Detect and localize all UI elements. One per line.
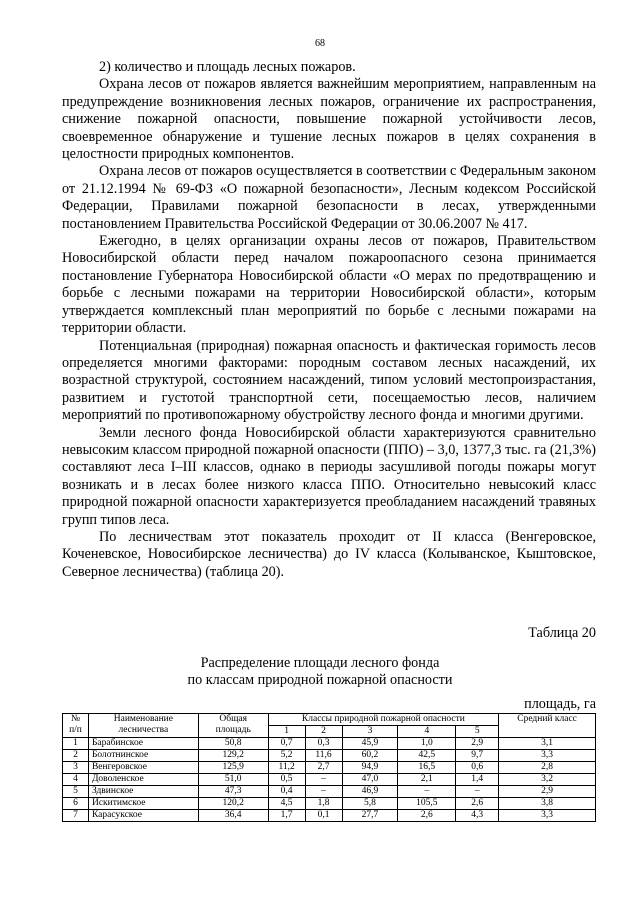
paragraph-4: Ежегодно, в целях организации охраны лесов от пожаров, Правительством Новосибирской области перед началом пожароопасного сезона принимается постановление Губернатора Новосибирской области «О мерах по предотвращению и борьбе с лесными пожарами на территории Новосибирской области», которым утверждается комплексный план мероприятий по борьбе с лесными пожарами на территории области. [62,233,596,337]
cell-name: Барабинское [88,738,198,750]
table-row [63,738,596,750]
cell-class-4: – [398,786,456,798]
cell-class-3: 5,8 [342,798,398,810]
table-row [63,786,596,798]
cell-class-4: 1,0 [398,738,456,750]
table-row [63,762,596,774]
cell-class-5: 9,7 [456,750,499,762]
paragraph-2: Охрана лесов от пожаров является важнейшим мероприятием, направленным на предупреждение возникновения лесных пожаров, ограничение их распространения, снижение пожарной опасности, повышение пожарной устойчивости лесов, своевременное обнаружение и тушение лесных пожаров в целях сохранения в целостности природных компонентов. [62,76,596,163]
cell-num: 5 [63,786,89,798]
cell-class-1: 4,5 [268,798,305,810]
cell-num: 7 [63,810,89,822]
cell-class-1: 1,7 [268,810,305,822]
cell-total: 50,8 [198,738,268,750]
cell-class-3: 47,0 [342,774,398,786]
cell-name: Карасукское [88,810,198,822]
cell-avg: 3,3 [499,810,596,822]
cell-total: 120,2 [198,798,268,810]
cell-class-2: – [305,774,342,786]
header-avg: Средний класс [499,714,596,738]
header-class-2: 2 [305,726,342,738]
cell-total: 129,2 [198,750,268,762]
cell-class-3: 94,9 [342,762,398,774]
cell-num: 6 [63,798,89,810]
cell-class-1: 0,7 [268,738,305,750]
cell-class-1: 5,2 [268,750,305,762]
fire-danger-table [62,713,596,822]
cell-class-1: 0,5 [268,774,305,786]
cell-num: 1 [63,738,89,750]
cell-class-2: 0,1 [305,810,342,822]
header-class-1: 1 [268,726,305,738]
table-row [63,798,596,810]
cell-name: Искитимское [88,798,198,810]
cell-avg: 3,3 [499,750,596,762]
cell-num: 4 [63,774,89,786]
cell-total: 125,9 [198,762,268,774]
cell-class-3: 27,7 [342,810,398,822]
paragraph-6: Земли лесного фонда Новосибирской области характеризуются сравнительно невысоким классом природной пожарной опасности (ППО) – 3,0, 1377,3 тыс. га (21,3%) составляют леса I–III классов, однако в периоды засушливой погоды пожары могут возникать и в лесах более низкого класса ППО. Относительно невысокий класс природной пожарной опасности характеризуется преобладанием насаждений травяных групп типов леса. [62,424,596,528]
cell-class-5: 2,6 [456,798,499,810]
cell-num: 2 [63,750,89,762]
table-title-line-1: Распределение площади лесного фонда [200,655,440,671]
table-label: Таблица 20 [528,625,596,641]
cell-name: Венгеровское [88,762,198,774]
cell-class-4: 105,5 [398,798,456,810]
header-class-4: 4 [398,726,456,738]
cell-class-5: – [456,786,499,798]
cell-total: 47,3 [198,786,268,798]
cell-class-1: 0,4 [268,786,305,798]
table-unit-note: площадь, га [524,696,596,712]
cell-total: 51,0 [198,774,268,786]
cell-class-4: 2,1 [398,774,456,786]
cell-total: 36,4 [198,810,268,822]
table-title [0,655,640,690]
table-body [63,738,596,822]
header-name: Наименование лесничества [88,714,198,738]
cell-class-2: 0,3 [305,738,342,750]
cell-class-5: 1,4 [456,774,499,786]
cell-class-4: 2,6 [398,810,456,822]
table-row [63,810,596,822]
page-number: 68 [315,38,325,49]
cell-class-4: 16,5 [398,762,456,774]
cell-avg: 3,1 [499,738,596,750]
header-classes: Классы природной пожарной опасности [268,714,499,726]
body-text [62,59,596,581]
cell-name: Здвинское [88,786,198,798]
cell-class-2: – [305,786,342,798]
cell-num: 3 [63,762,89,774]
table-title-line-2: по классам природной пожарной опасности [187,672,453,689]
header-total: Общая площадь [198,714,268,738]
cell-class-5: 0,6 [456,762,499,774]
paragraph-3: Охрана лесов от пожаров осуществляется в соответствии с Федеральным законом от 21.12.1994 № 69-ФЗ «О пожарной безопасности», Лесным кодексом Российской Федерации, Правилами пожарной безопасности в лесах, утвержденными постановлением Правительства Российской Федерации от 30.06.2007 № 417. [62,163,596,232]
paragraph-1: 2) количество и площадь лесных пожаров. [99,59,356,75]
paragraph-5: Потенциальная (природная) пожарная опасность и фактическая горимость лесов определяется многими факторами: породным составом лесных насаждений, их возрастной структурой, состоянием насаждений, типом условий местопроизрастания, развитием и густотой транспортной сети, посещаемостью лесов, наличием мероприятий по противопожарному обустройству лесного фонда и многими другими. [62,337,596,424]
cell-class-3: 45,9 [342,738,398,750]
cell-class-3: 46,9 [342,786,398,798]
header-class-3: 3 [342,726,398,738]
cell-class-2: 1,8 [305,798,342,810]
cell-class-4: 42,5 [398,750,456,762]
cell-class-3: 60,2 [342,750,398,762]
table-row [63,750,596,762]
cell-class-2: 2,7 [305,762,342,774]
paragraph-7: По лесничествам этот показатель проходит от II класса (Венгеровское, Коченевское, Новосибирское лесничества) до IV класса (Колыванское, Кыштовское, Северное лесничества) (таблица 20). [62,528,596,580]
cell-avg: 2,8 [499,762,596,774]
cell-class-5: 2,9 [456,738,499,750]
table-header-row [63,714,596,726]
cell-avg: 2,9 [499,786,596,798]
header-num: № п/п [63,714,89,738]
table-row [63,774,596,786]
cell-class-1: 11,2 [268,762,305,774]
cell-class-5: 4,3 [456,810,499,822]
cell-avg: 3,8 [499,798,596,810]
cell-name: Болотнинское [88,750,198,762]
cell-class-2: 11,6 [305,750,342,762]
header-class-5: 5 [456,726,499,738]
cell-name: Доволенское [88,774,198,786]
cell-avg: 3,2 [499,774,596,786]
